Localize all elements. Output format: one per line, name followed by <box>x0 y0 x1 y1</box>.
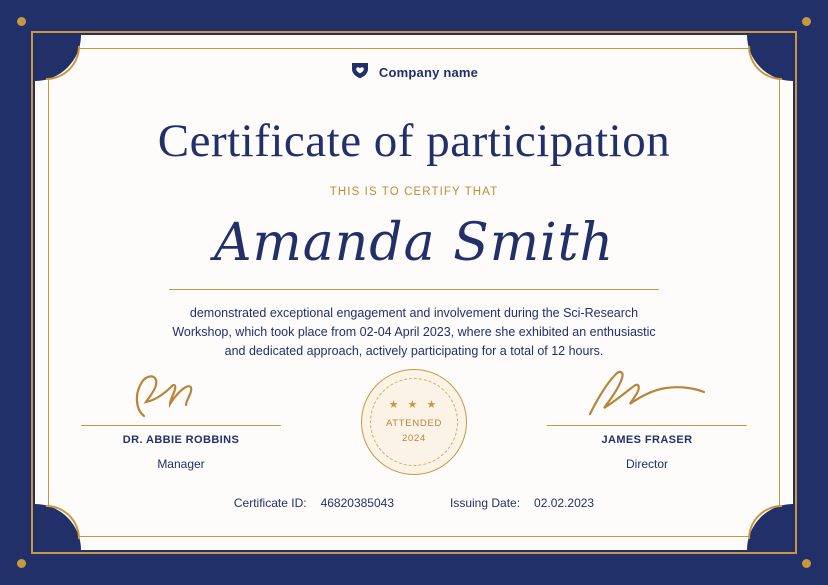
certificate-id-label: Certificate ID: <box>233 496 307 510</box>
heart-badge-icon <box>350 61 370 84</box>
certificate-footer <box>35 496 793 510</box>
signature-line-manager <box>81 425 281 426</box>
certificate-page <box>35 35 793 550</box>
signature-block-director <box>547 365 747 471</box>
signature-mark-director-icon <box>582 365 712 423</box>
signature-role-director: Director <box>625 457 668 471</box>
issuing-date-value: 02.02.2023 <box>534 496 595 510</box>
certificate-id-value: 46820385043 <box>320 496 394 510</box>
brand-lockup <box>350 61 478 84</box>
page-title: Certificate of participation <box>157 115 671 167</box>
corner-dot-bottom-left <box>17 559 26 568</box>
corner-dot-top-right <box>802 17 811 26</box>
signature-role-manager: Manager <box>157 457 205 471</box>
recipient-name: Amanda Smith <box>213 213 615 273</box>
seal-year: 2024 <box>402 433 426 444</box>
attended-seal <box>361 369 467 475</box>
certify-subtitle: THIS IS TO CERTIFY THAT <box>329 186 499 198</box>
signature-name-director: JAMES FRASER <box>601 434 693 446</box>
issuing-date-field <box>450 496 594 510</box>
certificate-body-text: demonstrated exceptional engagement and involvement during the Sci-Research Workshop, which took place from 02-04 April 2023, where she exhibited an enthusiastic and dedicated approach, actively participating for a total of 12 hours. <box>172 305 656 358</box>
brand-name: Company name <box>378 65 479 80</box>
signature-mark-manager-icon <box>126 365 236 423</box>
recipient-underline <box>169 289 659 290</box>
corner-dot-bottom-right <box>802 559 811 568</box>
signature-block-manager <box>81 365 281 471</box>
certificate-id-field <box>234 496 394 510</box>
seal-label: ATTENDED <box>385 418 443 429</box>
corner-dot-top-left <box>17 17 26 26</box>
signature-line-director <box>547 425 747 426</box>
certificate-content <box>35 35 793 550</box>
signature-name-manager: DR. ABBIE ROBBINS <box>122 434 240 446</box>
issuing-date-label: Issuing Date: <box>450 496 521 510</box>
seal-stars-icon: ★ ★ ★ <box>388 399 440 411</box>
signature-row <box>81 365 747 475</box>
attended-seal-inner <box>370 378 458 466</box>
